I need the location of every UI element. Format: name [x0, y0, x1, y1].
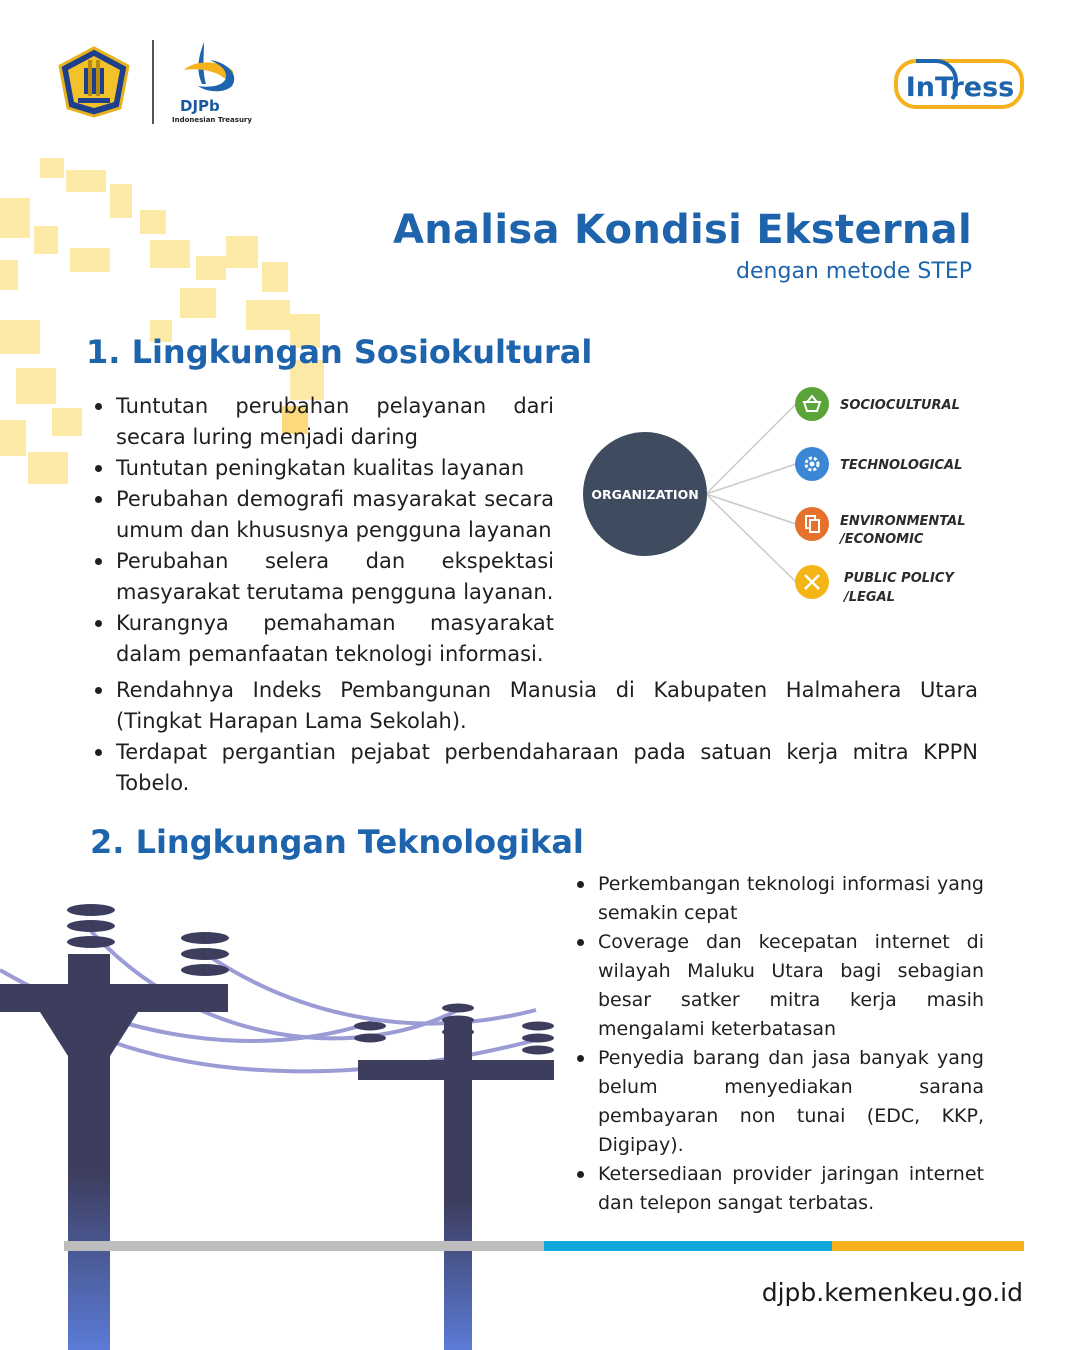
list-item: Coverage dan kecepatan internet di wilayah Maluku Utara bagi sebagian besar satker mitra kerja masih mengalami keterbatasan	[598, 928, 984, 1044]
list-item: Rendahnya Indeks Pembangunan Manusia di Kabupaten Halmahera Utara (Tingkat Harapan Lama Sekolah).	[116, 675, 978, 737]
section1-heading: 1. Lingkungan Sosiokultural	[86, 333, 593, 371]
djpb-logo-subtext: Indonesian Treasury	[172, 116, 252, 124]
bar-segment-gray	[64, 1241, 544, 1251]
bar-segment-cyan	[544, 1241, 832, 1251]
list-item: Ketersediaan provider jaringan internet dan telepon sangat terbatas.	[598, 1160, 984, 1218]
organization-label: ORGANIZATION	[591, 487, 699, 502]
node-label: PUBLIC POLICY	[844, 571, 954, 586]
right-crossarm	[358, 1060, 554, 1080]
left-pole	[68, 954, 110, 1350]
list-item: Perkembangan teknologi informasi yang semakin cepat	[598, 870, 984, 928]
section2-list	[598, 870, 984, 1218]
list-item: Penyedia barang dan jasa banyak yang belum menyediakan sarana pembayaran non tunai (EDC, KKP, Digipay).	[598, 1044, 984, 1160]
page-subtitle: dengan metode STEP	[736, 259, 972, 284]
list-item: Perubahan demografi masyarakat secara umum dan khususnya pengguna layanan	[116, 484, 554, 546]
left-crossarm	[0, 984, 228, 1012]
node-label-line2: /ECONOMIC	[840, 532, 924, 547]
logo-divider	[152, 40, 154, 124]
list-item: Terdapat pergantian pejabat perbendaharaan pada satuan kerja mitra KPPN Tobelo.	[116, 737, 978, 799]
node-technological	[795, 447, 962, 481]
basket-icon	[795, 387, 829, 421]
kemenkeu-logo	[58, 46, 130, 118]
page-title: Analisa Kondisi Eksternal	[392, 207, 972, 253]
intress-logo	[894, 55, 1026, 113]
power-poles-illustration	[0, 890, 560, 1350]
list-item: Tuntutan perubahan pelayanan dari secara luring menjadi daring	[116, 391, 554, 453]
bottom-color-bar	[64, 1241, 1024, 1251]
list-item: Tuntutan peningkatan kualitas layanan	[116, 453, 554, 484]
node-public-policy-legal	[795, 565, 955, 605]
diagram-connectors	[706, 404, 796, 582]
intress-logo-text: InTress	[905, 72, 1015, 103]
step-diagram	[578, 378, 988, 614]
node-label: SOCIOCULTURAL	[840, 398, 960, 413]
section2-heading: 2. Lingkungan Teknologikal	[90, 823, 584, 861]
djpb-logo-text: DJPb	[180, 97, 220, 115]
node-sociocultural	[795, 387, 960, 421]
node-label: ENVIRONMENTAL	[840, 514, 966, 529]
node-label-line2: /LEGAL	[844, 590, 895, 605]
node-environmental-economic	[795, 507, 966, 547]
section1-list-narrow	[116, 391, 554, 670]
bar-segment-yellow	[832, 1241, 1024, 1251]
list-item: Kurangnya pemahaman masyarakat dalam pemanfaatan teknologi informasi.	[116, 608, 554, 670]
section1-list-wide	[116, 675, 978, 799]
footer-url[interactable]: djpb.kemenkeu.go.id	[761, 1278, 1023, 1307]
node-label: TECHNOLOGICAL	[840, 458, 963, 473]
list-item: Perubahan selera dan ekspektasi masyarakat terutama pengguna layanan.	[116, 546, 554, 608]
